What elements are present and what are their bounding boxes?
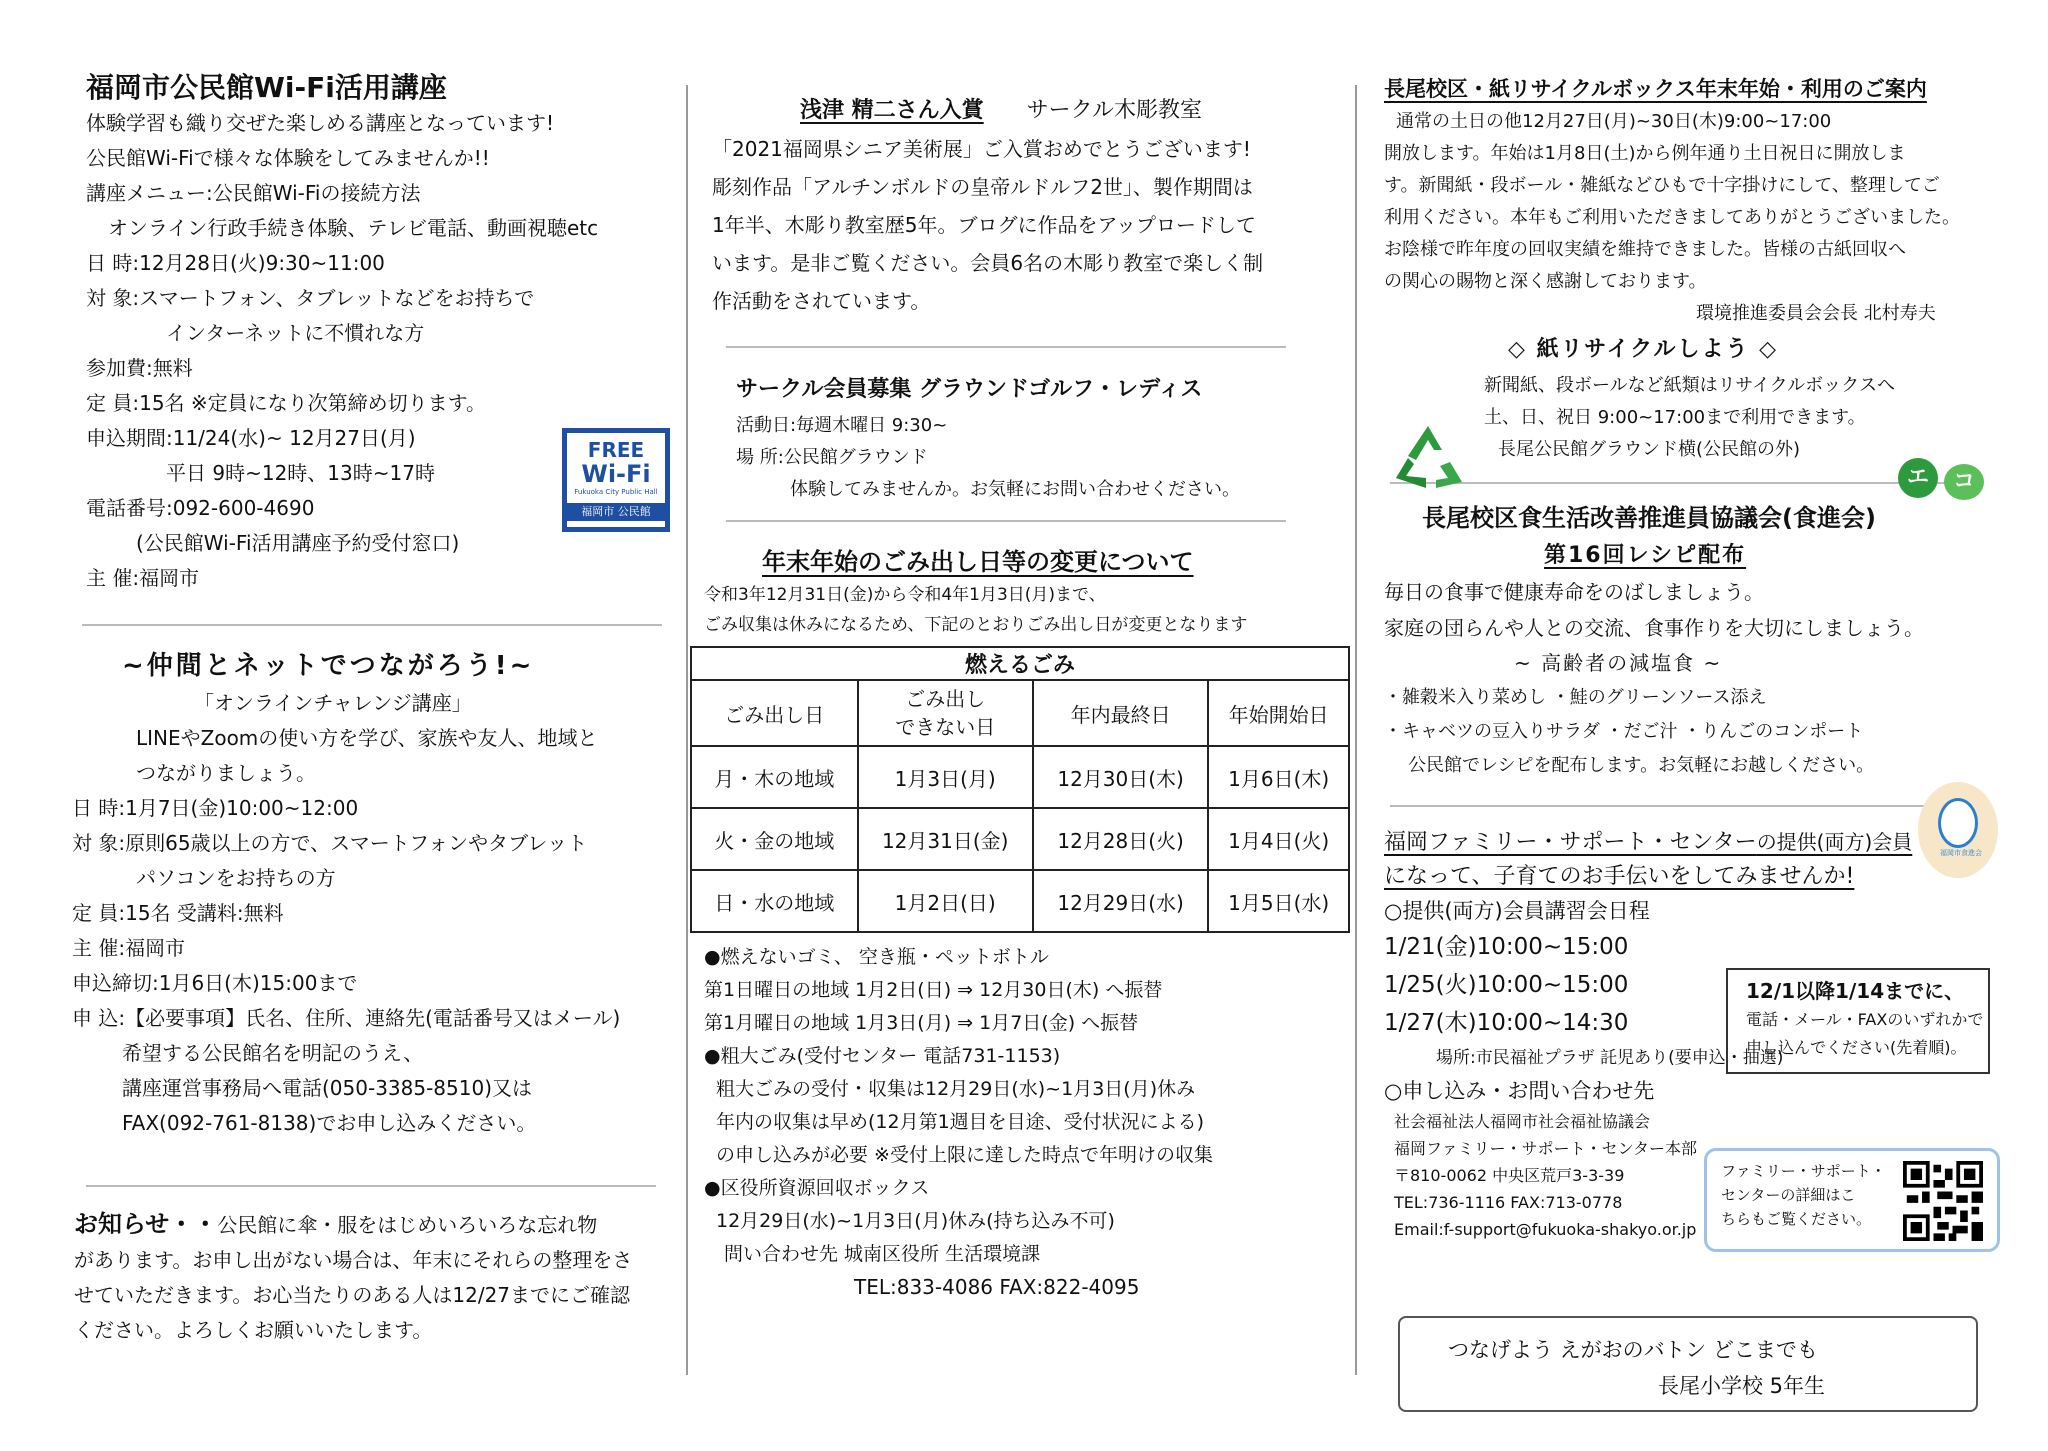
- online-title: ~仲間とネットでつながろう!~: [122, 651, 535, 681]
- contact-line: 〒810-0062 中央区荒戸3-3-39: [1394, 1166, 1625, 1185]
- gomi-table-title: 燃えるごみ: [691, 647, 1349, 680]
- table-row: [691, 870, 1349, 932]
- gomi-note: の申し込みが必要 ※受付上限に達した時点で年明けの収集: [716, 1144, 1213, 1166]
- section-rule: [1390, 482, 1970, 484]
- wifi-line: 講座メニュー:公民館Wi-Fiの接続方法: [86, 181, 421, 205]
- table-cell: 12月31日(金): [858, 808, 1033, 870]
- award-line: 作活動をされています。: [712, 289, 931, 313]
- section-rule: [1390, 805, 1970, 807]
- qr-text: ちらもご覧ください。: [1721, 1210, 1872, 1228]
- gomi-section: [690, 544, 1350, 1304]
- eco-char: エ: [1898, 458, 1938, 498]
- notice-line: があります。お申し出がない場合は、年末にそれらの整理をさ: [74, 1248, 633, 1272]
- qr-text: ファミリー・サポート・: [1721, 1162, 1886, 1180]
- notice-line: せていただきます。お心当たりのある人は12/27までにご確認: [74, 1283, 631, 1307]
- gomi-note: 問い合わせ先 城南区役所 生活環境課: [724, 1243, 1041, 1265]
- shokushinkai-section: [1370, 498, 2010, 783]
- shoku-menu: 公民館でレシピを配布します。お気軽にお越しください。: [1408, 755, 1875, 776]
- section-rule: [82, 624, 662, 626]
- recycle-sub-line: 土、日、祝日 9:00~17:00まで利用できます。: [1484, 407, 1866, 428]
- column-divider-1: [686, 85, 688, 1375]
- gomi-note: 年内の収集は早め(12月第1週目を目途、受付状況による): [716, 1111, 1205, 1133]
- notice-section: [74, 1207, 676, 1348]
- online-subtitle: 「オンラインチャレンジ講座」: [194, 691, 472, 715]
- wifi-logo-main: Wi-Fi: [581, 460, 651, 488]
- wifi-line: 体験学習も織り交ぜた楽しめる講座となっています!: [86, 111, 555, 135]
- recycle-title: 長尾校区・紙リサイクルボックス年末年始・利用のご案内: [1384, 77, 1927, 101]
- family-head: ○提供(両方)会員講習会日程: [1384, 899, 1650, 923]
- table-cell: 1月6日(木): [1208, 746, 1349, 808]
- recycle-icon: [1390, 422, 1466, 494]
- family-date: 1/27(木)10:00~14:30: [1384, 1010, 1629, 1036]
- award-line: 1年半、木彫り教室歴5年。ブログに作品をアップロードして: [712, 213, 1257, 237]
- online-line: 申 込:【必要事項】氏名、住所、連絡先(電話番号又はメール): [72, 1006, 621, 1030]
- award-circle: サークル木彫教室: [1026, 98, 1203, 123]
- table-cell: 火・金の地域: [691, 808, 858, 870]
- shoku-title: 長尾校区食生活改善推進員協議会(食進会): [1422, 504, 1876, 532]
- award-line: 彫刻作品「アルチンボルドの皇帝ルドルフ2世」、製作期間は: [712, 175, 1253, 199]
- family-title-b: の提供(両方)会員: [1756, 830, 1913, 854]
- eco-char: コ: [1944, 464, 1984, 500]
- wifi-line: 主 催:福岡市: [86, 566, 200, 590]
- wifi-line: 日 時:12月28日(火)9:30~11:00: [86, 251, 385, 275]
- contact-line: 社会福祉法人福岡市社会福祉協議会: [1394, 1112, 1651, 1131]
- column-divider-2: [1355, 85, 1357, 1375]
- column-right: [1370, 72, 2010, 1398]
- wifi-line: 平日 9時~12時、13時~17時: [166, 461, 435, 485]
- shoku-menu: ・キャベツの豆入りサラダ ・だご汁 ・りんごのコンポート: [1384, 721, 1864, 742]
- mascot-label: 福岡市食進会: [1940, 849, 1982, 857]
- table-row: [691, 808, 1349, 870]
- contact-line: 福岡ファミリー・サポート・センター本部: [1394, 1139, 1698, 1158]
- section-rule: [726, 346, 1286, 348]
- table-header: ごみ出し日: [691, 680, 858, 746]
- gomi-schedule-table: [690, 646, 1350, 933]
- shoku-subtitle: 第16回レシピ配布: [1544, 543, 1747, 568]
- shoku-menu: ・雑穀米入り菜めし ・鮭のグリーンソース添え: [1384, 687, 1767, 708]
- family-date: 1/21(金)10:00~15:00: [1384, 934, 1629, 960]
- wifi-logo-top: FREE: [587, 438, 645, 462]
- notice-line: ください。よろしくお願いいたします。: [74, 1318, 433, 1342]
- wifi-logo-sub: Fukuoka City Public Hall: [574, 488, 658, 496]
- online-line: LINEやZoomの使い方を学び、家族や友人、地域と: [136, 726, 598, 750]
- award-name: 浅津 精二さん入賞: [800, 98, 984, 123]
- golf-section: [690, 370, 1350, 506]
- free-wifi-logo: [562, 428, 670, 532]
- shoku-line: 毎日の食事で健康寿命をのばしましょう。: [1384, 580, 1764, 604]
- wifi-title: 福岡市公民館Wi-Fi活用講座: [86, 71, 447, 104]
- wifi-line: 定 員:15名 ※定員になり次第締め切ります。: [86, 391, 487, 415]
- table-header: 年始開始日: [1208, 680, 1349, 746]
- qr-code-icon[interactable]: [1903, 1161, 1983, 1241]
- wifi-line: オンライン行政手続き体験、テレビ電話、動画視聴etc: [108, 216, 599, 240]
- table-cell: 12月29日(水): [1033, 870, 1208, 932]
- recycle-section: [1370, 72, 2010, 466]
- gomi-title: 年末年始のごみ出し日等の変更について: [762, 548, 1194, 576]
- online-section: [72, 646, 676, 1141]
- gomi-line: ごみ収集は休みになるため、下記のとおりごみ出し日が変更となります: [704, 615, 1248, 635]
- column-left: [72, 70, 676, 1348]
- online-line: 定 員:15名 受講料:無料: [72, 901, 284, 925]
- family-date: 1/25(火)10:00~15:00: [1384, 972, 1629, 998]
- wifi-line: 電話番号:092-600-4690: [86, 496, 315, 520]
- recycle-sub-line: 長尾公民館グラウンド横(公民館の外): [1498, 439, 1801, 460]
- recycle-subtitle: ◇ 紙リサイクルしよう ◇: [1508, 337, 1779, 362]
- family-title: 福岡ファミリー・サポート・センター: [1384, 830, 1757, 855]
- golf-line: 場 所:公民館グラウンド: [736, 447, 928, 468]
- wifi-line: 対 象:スマートフォン、タブレットなどをお持ちで: [86, 286, 535, 310]
- column-middle: [690, 92, 1350, 1304]
- wifi-line: (公民館Wi-Fi活用講座予約受付窓口): [136, 531, 460, 555]
- online-line: 希望する公民館名を明記のうえ、: [122, 1041, 424, 1065]
- table-cell: 1月5日(水): [1208, 870, 1349, 932]
- award-section: [690, 92, 1350, 320]
- gomi-note: 第1月曜日の地域 1月3日(月) ⇒ 1月7日(金) へ振替: [704, 1012, 1139, 1034]
- recycle-line: お陰様で昨年度の回収実績を維持できました。皆様の古紙回収へ: [1384, 239, 1906, 260]
- gomi-note: 第1日曜日の地域 1月2日(日) ⇒ 12月30日(木) へ振替: [704, 979, 1163, 1001]
- recycle-line: す。新聞紙・段ボール・雑紙などひもで十字掛けにして、整理してご: [1384, 175, 1940, 196]
- online-line: 講座運営事務局へ電話(050-3385-8510)又は: [122, 1076, 533, 1100]
- gomi-note: ●区役所資源回収ボックス: [704, 1177, 930, 1199]
- table-cell: 12月30日(木): [1033, 746, 1208, 808]
- notice-line: 公民館に傘・服をはじめいろいろな忘れ物: [217, 1213, 598, 1237]
- wifi-logo-foot: 福岡市 公民館: [567, 503, 665, 521]
- recycle-line: 開放します。年始は1月8日(土)から例年通り土日祝日に開放しま: [1384, 143, 1906, 164]
- qr-text: センターの詳細はこ: [1721, 1186, 1856, 1204]
- golf-line: 体験してみませんか。お気軽にお問い合わせください。: [790, 479, 1240, 500]
- table-cell: 月・木の地域: [691, 746, 858, 808]
- recycle-sub-line: 新聞紙、段ボールなど紙類はリサイクルボックスへ: [1484, 375, 1895, 396]
- online-line: パソコンをお持ちの方: [136, 866, 336, 890]
- family-contact-head: ○申し込み・お問い合わせ先: [1384, 1079, 1655, 1103]
- table-cell: 1月3日(月): [858, 746, 1033, 808]
- qr-info-box: [1704, 1148, 2000, 1252]
- recycle-line: 利用ください。本年もご利用いただきましてありがとうございました。: [1384, 207, 1960, 228]
- gomi-line: 令和3年12月31日(金)から令和4年1月3日(月)まで、: [704, 585, 1106, 605]
- golf-line: 活動日:毎週木曜日 9:30~: [736, 415, 948, 436]
- table-header-row: [691, 680, 1349, 746]
- motto-line1: つなげよう えがおのバトン どこまでも: [1448, 1338, 1818, 1362]
- shoku-line: 家庭の団らんや人との交流、食事作りを大切にしましょう。: [1384, 616, 1924, 640]
- wifi-line: 参加費:無料: [86, 356, 193, 380]
- gomi-notes: [690, 941, 1350, 1304]
- table-cell: 12月28日(火): [1033, 808, 1208, 870]
- award-line: います。是非ご覧ください。会員6名の木彫り教室で楽しく制: [712, 251, 1264, 275]
- deadline-line: 電話・メール・FAXのいずれかで: [1746, 1010, 1984, 1029]
- online-line: つながりましょう。: [136, 761, 316, 785]
- shoku-subtitle2: ~ 高齢者の減塩食 ~: [1514, 651, 1723, 675]
- table-header: 年内最終日: [1033, 680, 1208, 746]
- wifi-line: 申込期間:11/24(水)~ 12月27日(月): [86, 426, 416, 450]
- online-line: 主 催:福岡市: [72, 936, 186, 960]
- recycle-line: 通常の土日の他12月27日(月)~30日(木)9:00~17:00: [1396, 111, 1832, 132]
- table-row: [691, 746, 1349, 808]
- award-line: 「2021福岡県シニア美術展」ご入賞おめでとうございます!: [712, 137, 1251, 161]
- wifi-line: 公民館Wi-Fiで様々な体験をしてみませんか!!: [86, 146, 490, 170]
- gomi-note: 12月29日(水)~1月3日(月)休み(持ち込み不可): [716, 1210, 1115, 1232]
- section-rule: [726, 520, 1286, 522]
- wifi-line: インターネットに不慣れな方: [166, 321, 425, 345]
- contact-line: Email:f-support@fukuoka-shakyo.or.jp: [1394, 1220, 1697, 1239]
- motto-box: [1398, 1316, 1978, 1412]
- online-line: 対 象:原則65歳以上の方で、スマートフォンやタブレット: [72, 831, 588, 855]
- mascot-illustration: [1918, 782, 1998, 878]
- gomi-note: ●燃えないゴミ、 空き瓶・ペットボトル: [704, 946, 1049, 968]
- contact-line: TEL:736-1116 FAX:713-0778: [1394, 1193, 1623, 1212]
- gomi-note: 粗大ごみの受付・収集は12月29日(水)~1月3日(月)休み: [716, 1078, 1196, 1100]
- section-rule: [86, 1185, 656, 1187]
- family-title2: になって、子育てのお手伝いをしてみませんか!: [1384, 864, 1855, 889]
- online-line: FAX(092-761-8138)でお申し込みください。: [122, 1111, 537, 1135]
- deadline-box: [1726, 968, 1990, 1074]
- golf-title: サークル会員募集 グラウンドゴルフ・レディス: [736, 377, 1203, 402]
- table-cell: 1月2日(日): [858, 870, 1033, 932]
- eco-badge: [1898, 458, 1990, 500]
- deadline-title: 12/1以降1/14までに、: [1746, 979, 1965, 1003]
- notice-head: お知らせ・・: [74, 1210, 218, 1238]
- table-header: ごみ出し できない日: [858, 680, 1033, 746]
- family-place: 場所:市民福祉プラザ 託児あり(要申込・抽選): [1436, 1048, 1784, 1068]
- gomi-note: ●粗大ごみ(受付センター 電話731-1153): [704, 1045, 1061, 1067]
- recycle-sign: 環境推進委員会会長 北村寿夫: [1696, 303, 1936, 324]
- online-line: 申込締切:1月6日(木)15:00まで: [72, 971, 358, 995]
- table-cell: 日・水の地域: [691, 870, 858, 932]
- table-cell: 1月4日(火): [1208, 808, 1349, 870]
- gomi-note: TEL:833-4086 FAX:822-4095: [854, 1275, 1140, 1299]
- online-line: 日 時:1月7日(金)10:00~12:00: [72, 796, 359, 820]
- motto-line2: 長尾小学校 5年生: [1658, 1374, 1826, 1398]
- recycle-line: の関心の賜物と深く感謝しております。: [1384, 271, 1707, 292]
- deadline-line: 申し込んでください(先着順)。: [1746, 1038, 1967, 1057]
